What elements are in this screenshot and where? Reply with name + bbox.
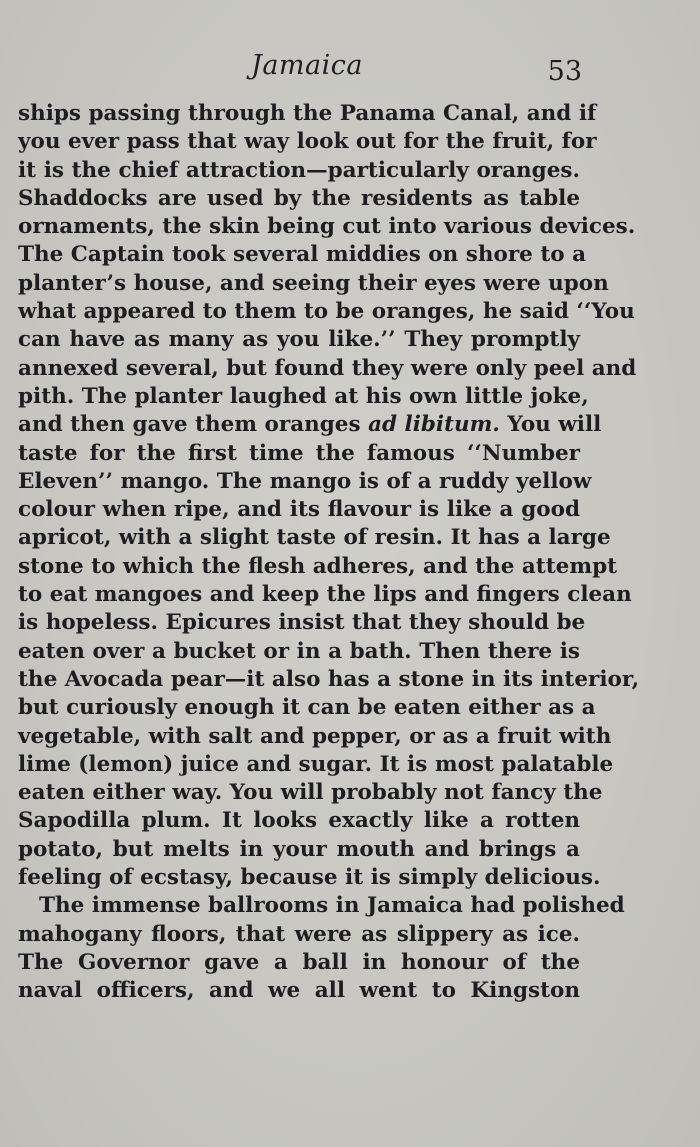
text-line: ships passing through the Panama Canal, and if bbox=[18, 101, 597, 126]
text-line: apricot, with a slight taste of resin. It has a large bbox=[18, 525, 611, 551]
text-line: lime (lemon) juice and sugar. It is most palatable bbox=[18, 751, 614, 777]
text-line: taste for the first time the famous ‘‘Number bbox=[18, 440, 580, 466]
page-header bbox=[0, 50, 700, 90]
text-line: The Captain took several middies on shore to a bbox=[18, 242, 587, 268]
text-line: you ever pass that way look out for the fruit, for bbox=[18, 129, 597, 155]
text-line: what appeared to them to be oranges, he said ‘‘You bbox=[18, 299, 635, 325]
text-line: colour when ripe, and its flavour is like a good bbox=[18, 497, 580, 523]
text-line: planter’s house, and seeing their eyes were upon bbox=[18, 270, 609, 296]
paragraph-end-line: feeling of ecstasy, because it is simply delicious. bbox=[18, 865, 601, 891]
text-line: naval officers, and we all went to Kingston bbox=[18, 978, 580, 1004]
text-line: mahogany floors, that were as slippery as ice. bbox=[18, 921, 580, 947]
body-text bbox=[18, 100, 640, 1006]
text-run: You will bbox=[499, 412, 602, 438]
italic-phrase: ad libitum. bbox=[368, 412, 500, 438]
text-line: Sapodilla plum. It looks exactly like a rotten bbox=[18, 808, 580, 834]
text-line: potato, but melts in your mouth and brings a bbox=[18, 836, 580, 862]
text-line: eaten over a bucket or in a bath. Then there is bbox=[18, 638, 580, 664]
text-line: can have as many as you like.’’ They promptly bbox=[18, 327, 580, 353]
text-line: pith. The planter laughed at his own little joke, bbox=[18, 383, 589, 409]
text-line: the Avocada pear—it also has a stone in its interior, bbox=[18, 666, 640, 692]
text-line: but curiously enough it can be eaten either as a bbox=[18, 695, 596, 721]
text-line: it is the chief attraction—particularly oranges. bbox=[18, 157, 580, 183]
text-line: is hopeless. Epicures insist that they should be bbox=[18, 610, 586, 636]
page-number: 53 bbox=[547, 56, 582, 87]
text-line: to eat mangoes and keep the lips and fingers clean bbox=[18, 582, 632, 608]
paragraph-first-line: The immense ballrooms in Jamaica had polished bbox=[39, 893, 625, 919]
text-line: annexed several, but found they were only peel and bbox=[18, 355, 637, 381]
text-line: stone to which the flesh adheres, and the attempt bbox=[18, 553, 618, 579]
text-line: Eleven’’ mango. The mango is of a ruddy yellow bbox=[18, 468, 592, 494]
text-run: and then gave them oranges bbox=[18, 412, 369, 438]
running-head: Jamaica bbox=[251, 50, 363, 81]
text-line: Shaddocks are used by the residents as table bbox=[18, 185, 580, 211]
text-line: vegetable, with salt and pepper, or as a fruit with bbox=[18, 723, 612, 749]
text-line: ornaments, the skin being cut into various devices. bbox=[18, 214, 636, 240]
text-line: The Governor gave a ball in honour of the bbox=[18, 949, 580, 975]
text-line: eaten either way. You will probably not fancy the bbox=[18, 780, 603, 806]
text-line-with-italic bbox=[18, 411, 602, 439]
